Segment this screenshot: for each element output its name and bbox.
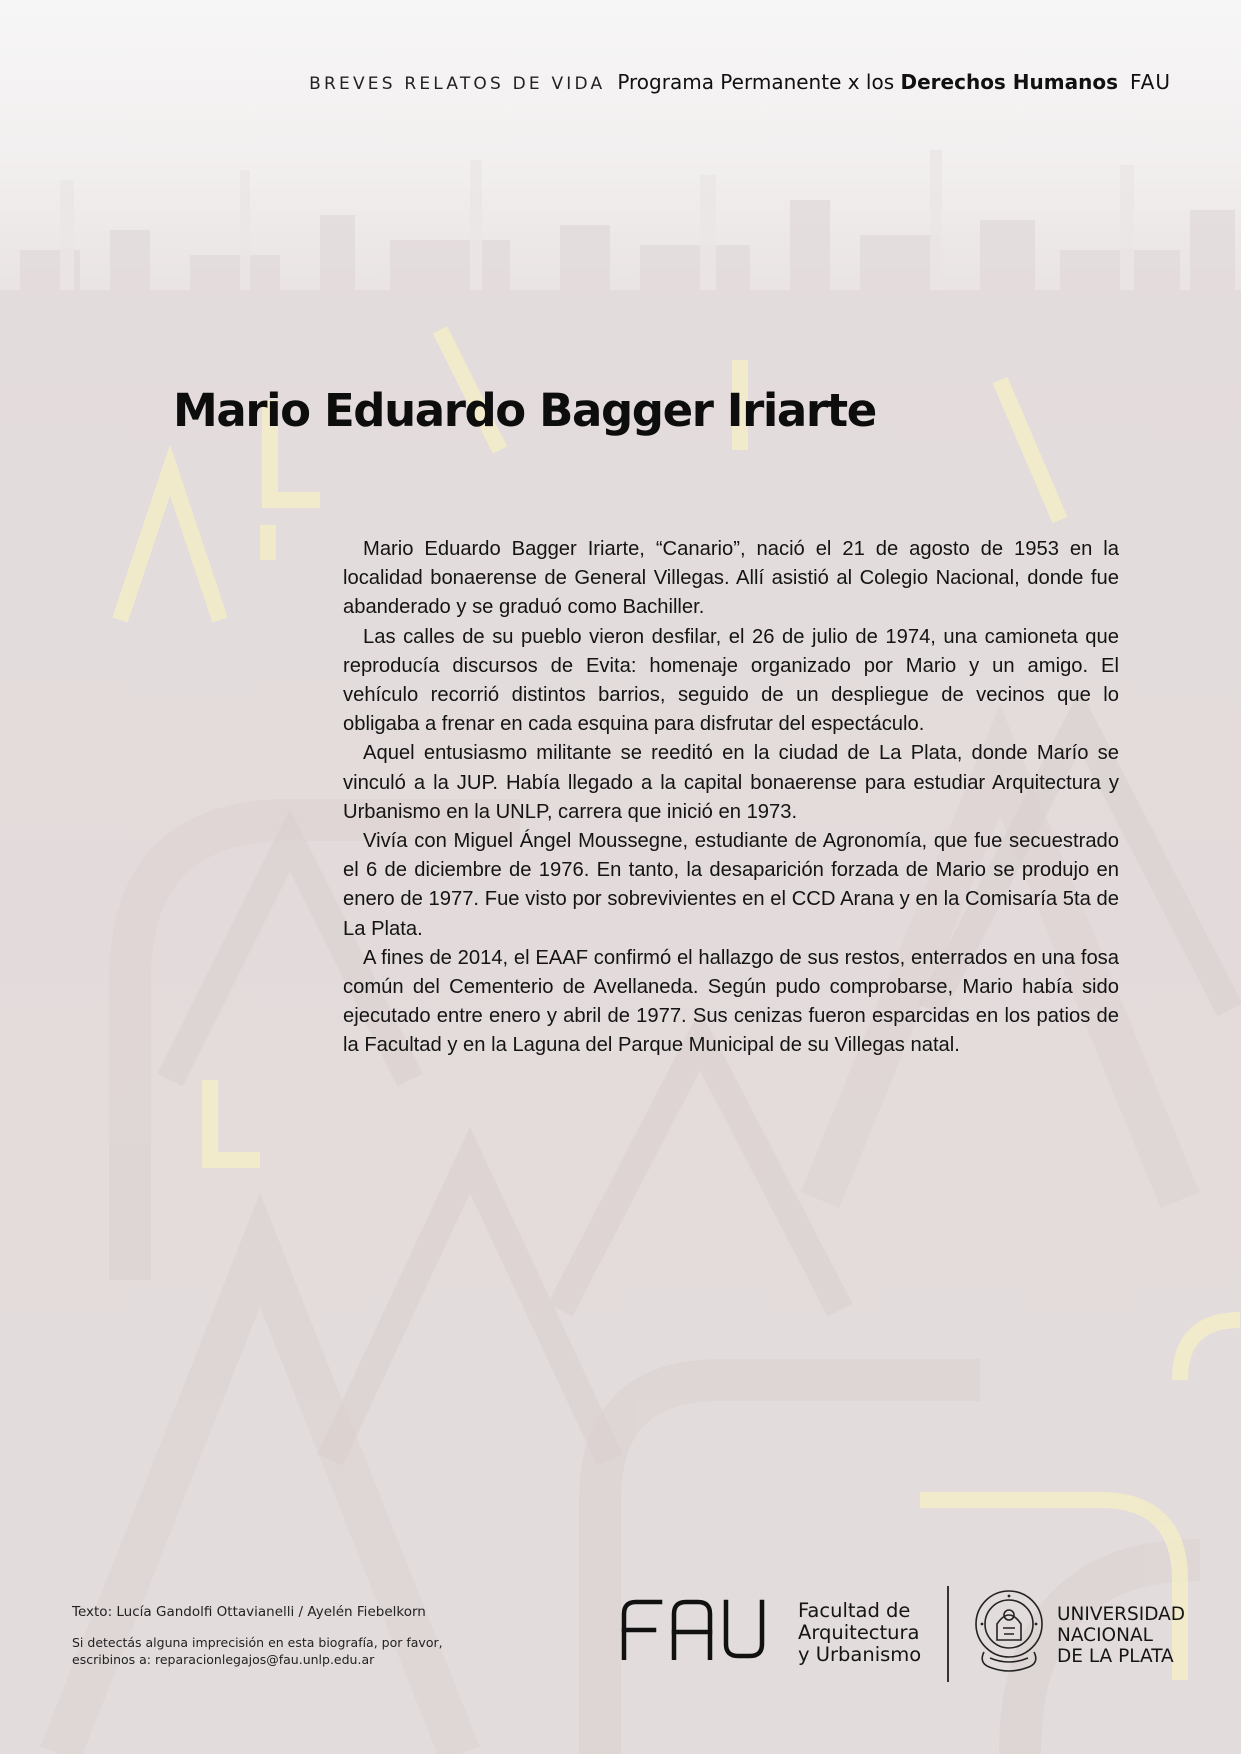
program-label [617, 70, 1118, 94]
biography-paragraph: A fines de 2014, el EAAF confirmó el hallazgo de sus restos, enterrados en una fosa común del Cementerio de Avellaneda. Según pudo comprobarse, Mario había sido ejecutado entre enero y abril de 1977. Sus cenizas fueron esparcidas en los patios de la Facultad y en la Laguna del Parque Municipal de su Villegas natal. [343, 946, 1119, 1057]
logo-divider [947, 1586, 949, 1682]
correction-note [72, 1634, 492, 1668]
page-header [309, 70, 1171, 94]
fau-header-mark: FAU [1130, 70, 1171, 94]
biography-paragraph: Mario Eduardo Bagger Iriarte, “Canario”, nació el 21 de agosto de 1953 en la localidad bonaerense de General Villegas. Allí asistió al Colegio Nacional, donde fue abanderado y se graduó como Bachiller. [343, 538, 1119, 619]
biography-text [343, 535, 1119, 1061]
page-title: Mario Eduardo Bagger Iriarte [173, 384, 876, 437]
university-seal-icon [968, 1588, 1050, 1676]
correction-note-line: Si detectás alguna imprecisión en esta biografía, por favor, [72, 1635, 443, 1650]
fau-logo [620, 1598, 766, 1660]
footer-logos [620, 1586, 1186, 1686]
university-name-line: NACIONAL [1057, 1625, 1153, 1646]
faculty-name-line: y Urbanismo [798, 1643, 922, 1666]
university-name [1057, 1604, 1185, 1667]
credits-block [72, 1604, 492, 1668]
series-label: BREVES RELATOS DE VIDA [309, 74, 606, 94]
program-prefix: Programa Permanente x los [617, 70, 895, 94]
biography-paragraph: Aquel entusiasmo militante se reeditó en la ciudad de La Plata, donde Marío se vinculó a la JUP. Había llegado a la capital bonaerense para estudiar Arquitectura y Urbanismo en la UNLP, carrera que inició en 1973. [343, 742, 1119, 823]
faculty-name-line: Facultad de [798, 1599, 911, 1622]
faculty-name-line: Arquitectura [798, 1621, 920, 1644]
faculty-name [798, 1600, 921, 1666]
university-name-line: DE LA PLATA [1057, 1646, 1174, 1667]
biography-paragraph: Vivía con Miguel Ángel Moussegne, estudiante de Agronomía, que fue secuestrado el 6 de diciembre de 1976. En tanto, la desaparición forzada de Mario se produjo en enero de 1977. Fue visto por sobrevivientes en el CCD Arana y en la Comisaría 5ta de La Plata. [343, 830, 1119, 940]
university-name-line: UNIVERSIDAD [1057, 1604, 1186, 1625]
correction-email: escribinos a: reparacionlegajos@fau.unlp.edu.ar [72, 1652, 375, 1667]
biography-paragraph: Las calles de su pueblo vieron desfilar, el 26 de julio de 1974, una camioneta que reproducía discursos de Evita: homenaje organizado por Mario y un amigo. El vehículo recorrió distintos barrios, seguido de un despliegue de vecinos que lo obligaba a frenar en cada esquina para disfrutar del espectáculo. [343, 625, 1119, 736]
program-emphasis: Derechos Humanos [900, 70, 1118, 94]
author-credit: Texto: Lucía Gandolfi Ottavianelli / Ayelén Fiebelkorn [72, 1604, 426, 1620]
